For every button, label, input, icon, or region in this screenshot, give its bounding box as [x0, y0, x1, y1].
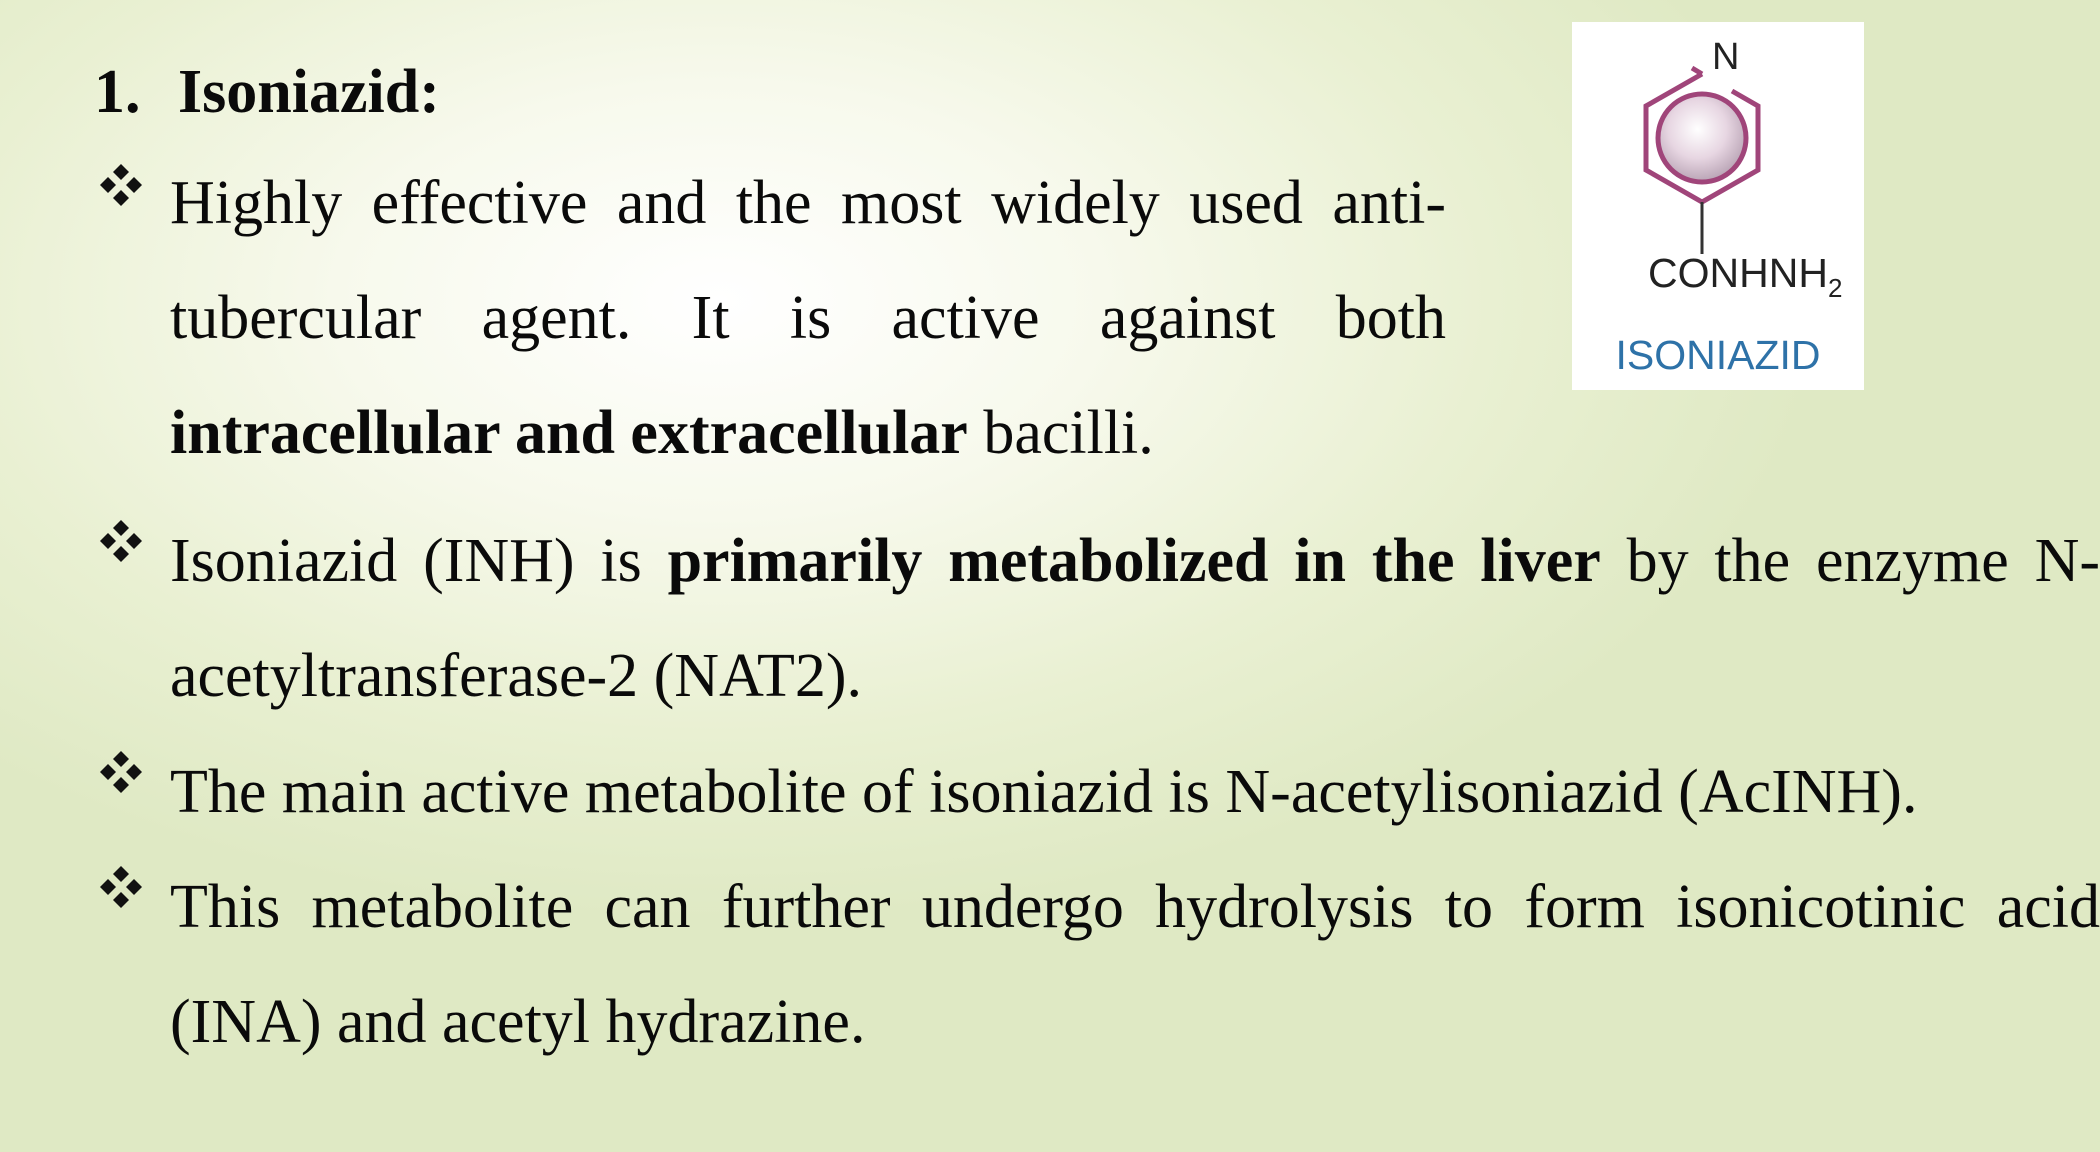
bullet-text — [170, 850, 2100, 1080]
bullet-text — [170, 735, 2100, 850]
bullet-text-part: Highly effective and the most widely used anti-tubercular agent. It is active against both — [170, 169, 1446, 352]
bullet-text-part: Isoniazid (INH) is — [170, 527, 668, 595]
bullet-text — [170, 146, 1446, 491]
bullet-text — [170, 504, 2100, 734]
four-diamond-icon — [98, 864, 144, 910]
structure-name-label: ISONIAZID — [1615, 332, 1821, 378]
nitrogen-atom-label: N — [1712, 36, 1740, 78]
bullet-text-part: bacilli. — [967, 399, 1154, 467]
bullet-text-part: This metabolite can further undergo hydrolysis to form isonicotinic acid (INA) and acetyl hydrazine. — [170, 873, 2100, 1056]
bullet-text-bold: primarily metabolized in the liver — [667, 527, 1601, 595]
formula-main: CONHNH — [1648, 250, 1828, 296]
heading-title: Isoniazid: — [178, 58, 440, 126]
four-diamond-icon — [98, 749, 144, 795]
formula-subscript: 2 — [1827, 273, 1843, 303]
four-diamond-icon — [98, 518, 144, 564]
bullet-text-part: by the enzyme N-acetyltransferase-2 (NAT2). — [170, 527, 2100, 710]
bullet-text-part: The main active metabolite of isoniazid is N-acetylisoniazid (AcINH). — [170, 758, 1918, 826]
structure-formula — [1648, 250, 1842, 304]
slide-heading — [94, 52, 440, 132]
isoniazid-structure-figure — [1572, 22, 1864, 390]
four-diamond-icon — [98, 162, 144, 208]
bullet-text-bold: intracellular and extracellular — [170, 399, 968, 467]
heading-number: 1. — [94, 58, 141, 126]
